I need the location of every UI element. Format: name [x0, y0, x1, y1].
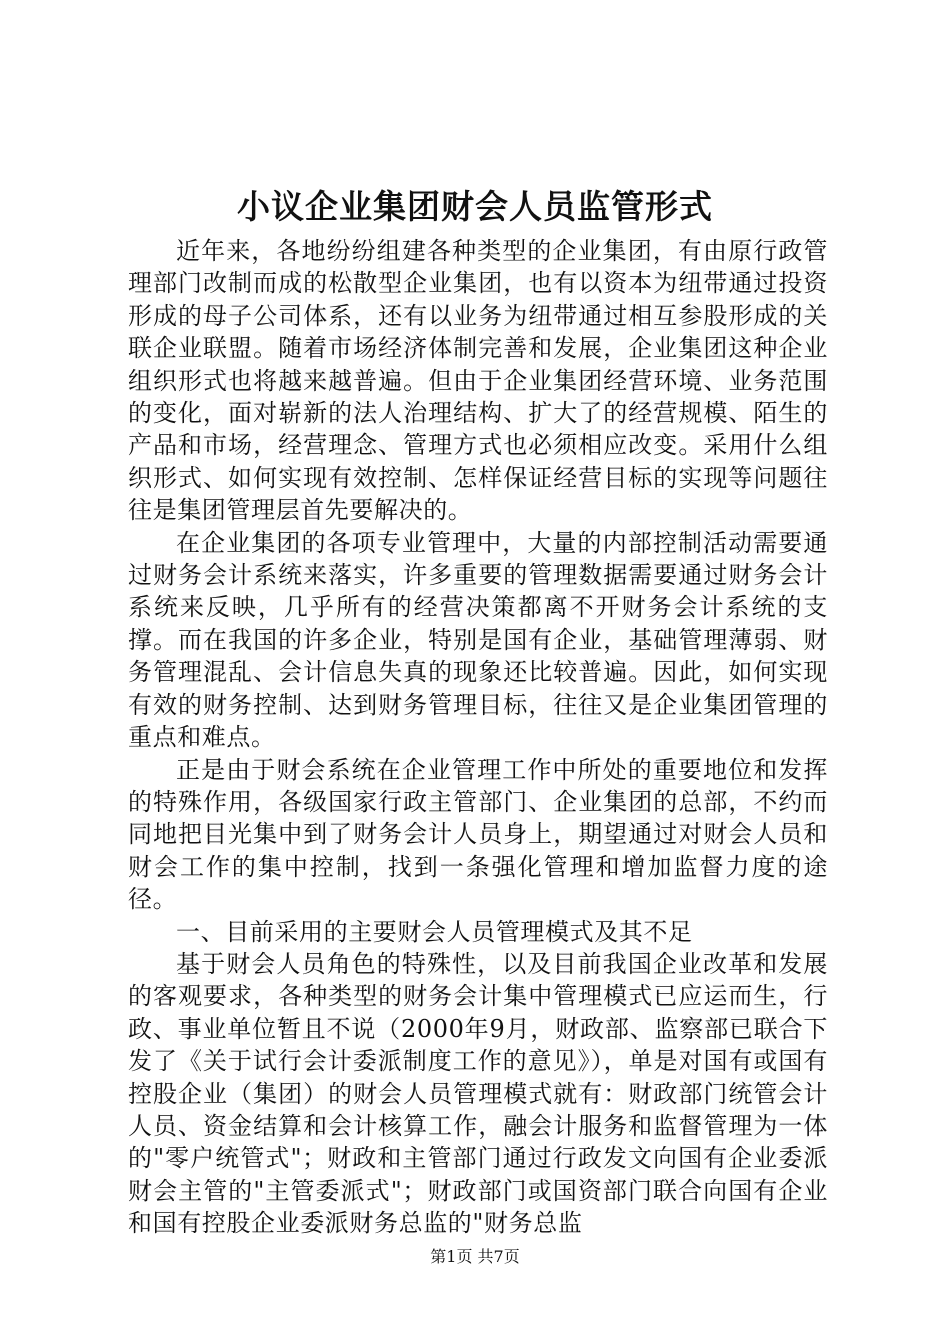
section-heading-1: 一、目前采用的主要财会人员管理模式及其不足 [176, 917, 693, 946]
page-footer: 第1页 共7页 [430, 1247, 520, 1266]
paragraph-focus-on-accountants: 正是由于财会系统在企业管理工作中所处的重要地位和发挥的特殊作用，各级国家行政主管部门、企业集团的总部，不约而同地把目光集中到了财务会计人员身上，期望通过对财会人员和财会工作的集中控制，找到一条强化管理和增加监督力度的途径。 [128, 755, 828, 914]
paragraph-financial-control: 在企业集团的各项专业管理中，大量的内部控制活动需要通过财务会计系统来落实，许多重要的管理数据需要通过财务会计系统来反映，几乎所有的经营决策都离不开财务会计系统的支撑。而在我国的许多企业，特别是国有企业，基础管理薄弱、财务管理混乱、会计信息失真的现象还比较普遍。因此，如何实现有效的财务控制、达到财务管理目标，往往又是企业集团管理的重点和难点。 [128, 528, 828, 752]
document-body [128, 235, 828, 1240]
paragraph-intro: 近年来，各地纷纷组建各种类型的企业集团，有由原行政管理部门改制而成的松散型企业集团，也有以资本为纽带通过投资形成的母子公司体系，还有以业务为纽带通过相互参股形成的关联企业联盟。随着市场经济体制完善和发展，企业集团这种企业组织形式也将越来越普遍。但由于企业集团经营环境、业务范围的变化，面对崭新的法人治理结构、扩大了的经营规模、陌生的产品和市场，经营理念、管理方式也必须相应改变。采用什么组织形式、如何实现有效控制、怎样保证经营目标的实现等问题往往是集团管理层首先要解决的。 [128, 237, 828, 525]
document-title: 小议企业集团财会人员监管形式 [237, 187, 713, 226]
paragraph-management-models: 基于财会人员角色的特殊性，以及目前我国企业改革和发展的客观要求，各种类型的财务会计集中管理模式已应运而生，行政、事业单位暂且不说（2000年9月，财政部、监察部已联合下发了《关于试行会计委派制度工作的意见》），单是对国有或国有控股企业（集团）的财会人员管理模式就有：财政部门统管会计人员、资金结算和会计核算工作，融会计服务和监督管理为一体的"零户统管式"；财政和主管部门通过行政发文向国有企业委派财会主管的"主管委派式"；财政部门或国资部门联合向国有企业和国有控股企业委派财务总监的"财务总监 [128, 949, 828, 1238]
